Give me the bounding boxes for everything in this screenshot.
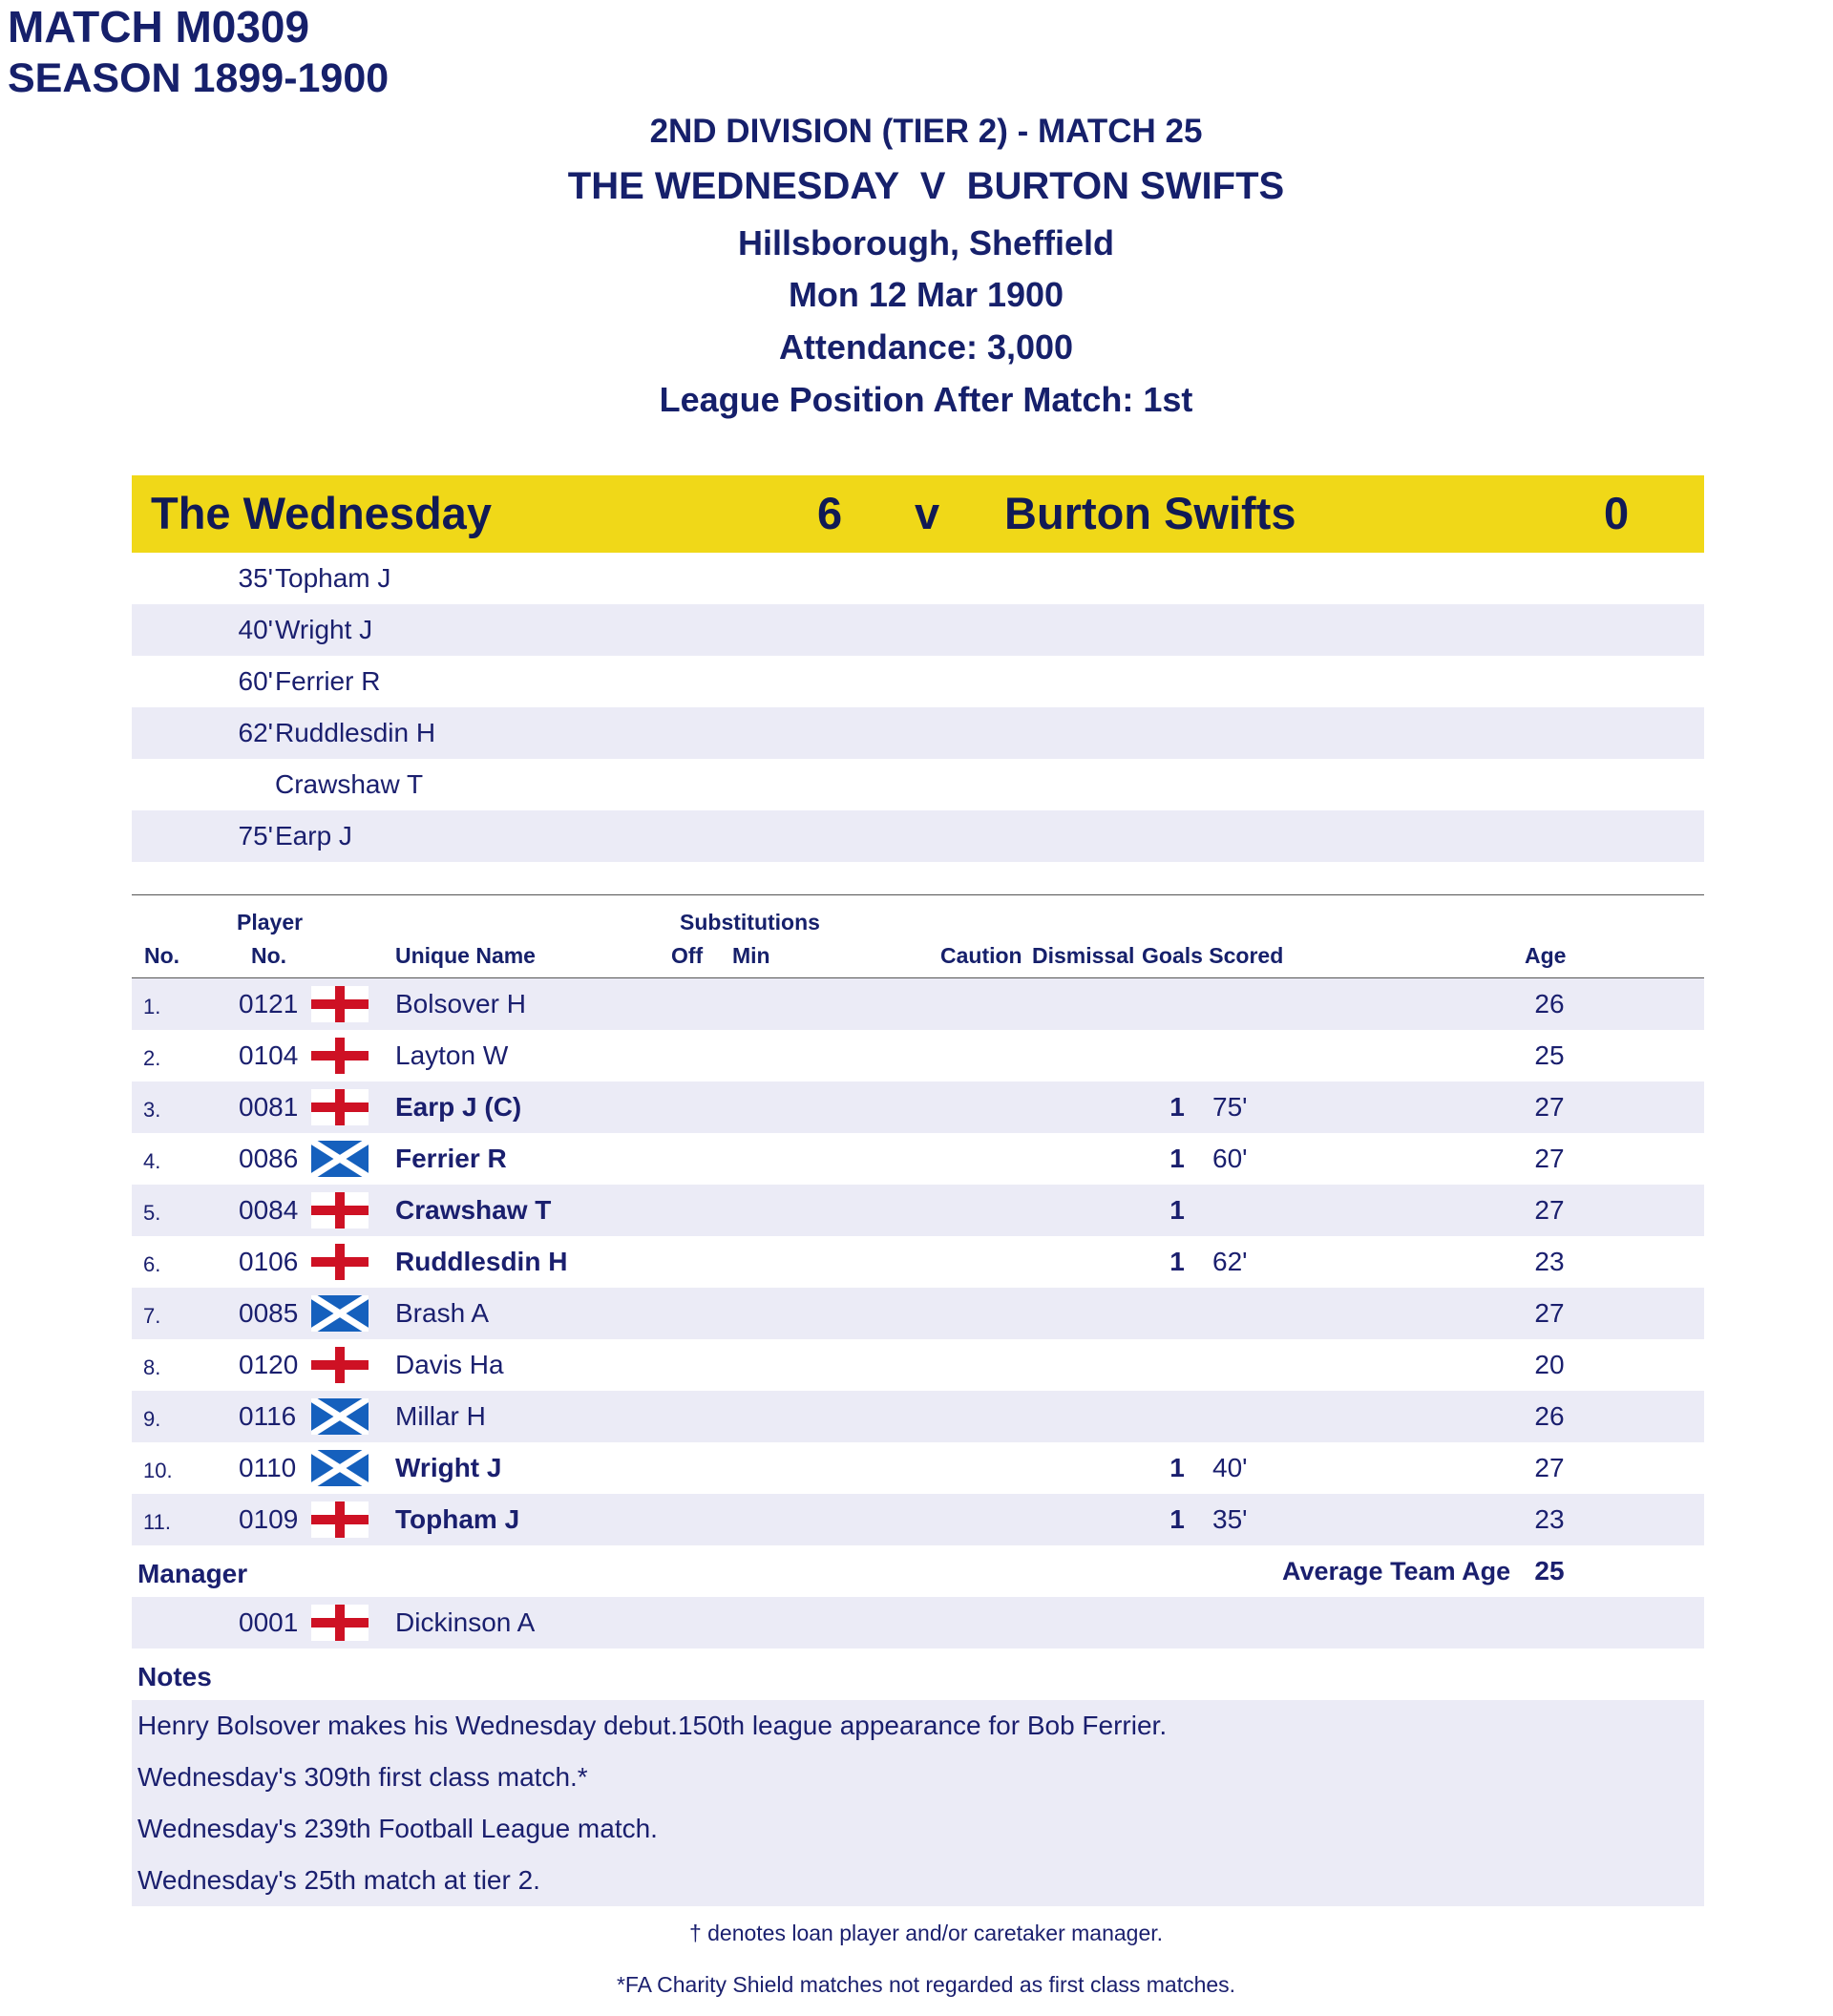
squad-number: 1. (143, 995, 161, 1018)
squad-number: 2. (143, 1046, 161, 1070)
scotland-flag-icon (311, 1295, 369, 1332)
squad-number: 8. (143, 1355, 161, 1379)
manager-header-row (132, 1545, 1704, 1597)
player-number: 0121 (239, 989, 299, 1018)
home-score: 6 (817, 488, 843, 538)
england-flag-icon (311, 1038, 369, 1074)
goalscorer-name: Wright J (275, 615, 373, 644)
scotland-flag-icon (311, 1450, 369, 1486)
player-name: Earp J (C) (395, 1092, 522, 1122)
goalscorer-row (132, 553, 1704, 604)
header-caution: Caution (940, 943, 1022, 968)
goals-count: 1 (1169, 1453, 1185, 1482)
manager-name: Dickinson A (395, 1607, 536, 1637)
header-substitutions: Substitutions (680, 910, 820, 934)
goal-minute: 62' (1212, 1247, 1248, 1276)
squad-number: 10. (143, 1459, 173, 1482)
player-age: 26 (1534, 1401, 1565, 1431)
player-row (132, 1185, 1704, 1236)
goal-minute: 62' (238, 718, 273, 747)
player-number: 0116 (239, 1401, 297, 1431)
england-flag-icon (311, 1502, 369, 1538)
player-age: 23 (1534, 1504, 1565, 1534)
player-number: 0085 (239, 1298, 299, 1328)
goals-count: 1 (1169, 1247, 1185, 1276)
player-row (132, 1236, 1704, 1288)
goal-minute: 40' (238, 615, 273, 644)
squad-number: 4. (143, 1149, 161, 1173)
squad-number: 5. (143, 1201, 161, 1225)
england-flag-icon (311, 1089, 369, 1125)
note-text: Wednesday's 25th match at tier 2. (137, 1865, 540, 1895)
player-name: Brash A (395, 1298, 490, 1328)
player-name: Davis Ha (395, 1350, 504, 1379)
away-score: 0 (1604, 488, 1630, 538)
england-flag-icon (311, 1347, 369, 1383)
england-flag-icon (311, 1244, 369, 1280)
squad-number: 6. (143, 1252, 161, 1276)
goal-minute: 75' (1212, 1092, 1248, 1122)
player-age: 26 (1534, 989, 1565, 1018)
scotland-flag-icon (311, 1141, 369, 1177)
divider (132, 894, 1704, 895)
goal-minute: 60' (1212, 1144, 1248, 1173)
player-age: 27 (1534, 1195, 1565, 1225)
player-number: 0106 (239, 1247, 299, 1276)
scotland-flag-icon (311, 1398, 369, 1435)
competition: 2ND DIVISION (TIER 2) - MATCH 25 (649, 113, 1203, 150)
player-name: Layton W (395, 1040, 509, 1070)
england-flag-icon (311, 1192, 369, 1228)
match-date: Mon 12 Mar 1900 (788, 275, 1064, 314)
away-team: Burton Swifts (1004, 488, 1296, 538)
goalscorer-row (132, 604, 1704, 656)
player-age: 27 (1534, 1092, 1565, 1122)
header-age: Age (1525, 943, 1567, 968)
header-unique-name: Unique Name (395, 943, 536, 968)
player-age: 27 (1534, 1144, 1565, 1173)
goalscorer-name: Ruddlesdin H (275, 718, 436, 747)
header-off: Off (671, 943, 704, 968)
versus-label: v (915, 488, 940, 538)
player-number: 0104 (239, 1040, 299, 1070)
note-text: Henry Bolsover makes his Wednesday debut.150th league appearance for Bob Ferrier. (137, 1711, 1168, 1740)
player-name: Ferrier R (395, 1144, 507, 1173)
goalscorer-row (132, 707, 1704, 759)
player-number: 0081 (239, 1092, 299, 1122)
match-id: MATCH M0309 (8, 2, 310, 52)
header-goals-scored: Goals Scored (1142, 943, 1284, 968)
player-age: 20 (1534, 1350, 1565, 1379)
goals-count: 1 (1169, 1504, 1185, 1534)
player-row (132, 1288, 1704, 1339)
player-age: 23 (1534, 1247, 1565, 1276)
note-row (132, 1803, 1704, 1855)
player-row (132, 1133, 1704, 1185)
player-age: 25 (1534, 1040, 1565, 1070)
player-number: 0120 (239, 1350, 299, 1379)
squad-number: 7. (143, 1304, 161, 1328)
player-row (132, 1442, 1704, 1494)
goal-minute: 35' (238, 563, 273, 593)
league-position: League Position After Match: 1st (659, 380, 1193, 419)
average-age-label: Average Team Age (1282, 1557, 1511, 1586)
player-number: 0110 (239, 1453, 297, 1482)
note-text: Wednesday's 239th Football League match. (137, 1814, 658, 1843)
goals-count: 1 (1169, 1195, 1185, 1225)
player-name: Wright J (395, 1453, 502, 1482)
goalscorer-name: Crawshaw T (275, 769, 424, 799)
goals-count: 1 (1169, 1144, 1185, 1173)
player-name: Topham J (395, 1504, 520, 1534)
note-row (132, 1700, 1704, 1752)
header-no: No. (144, 943, 180, 968)
player-row (132, 1082, 1704, 1133)
player-row (132, 978, 1704, 1030)
player-row (132, 1339, 1704, 1391)
venue: Hillsborough, Sheffield (738, 223, 1114, 262)
note-row (132, 1855, 1704, 1906)
player-row (132, 1030, 1704, 1082)
note-row (132, 1752, 1704, 1803)
player-name: Bolsover H (395, 989, 526, 1018)
fixture: THE WEDNESDAY V BURTON SWIFTS (567, 165, 1285, 207)
player-row (132, 1391, 1704, 1442)
goalscorer-row (132, 759, 1704, 810)
charity-footnote: *FA Charity Shield matches not regarded as first class matches. (616, 1972, 1236, 1997)
notes-label: Notes (137, 1662, 212, 1691)
squad-number: 9. (143, 1407, 161, 1431)
player-name: Crawshaw T (395, 1195, 552, 1225)
goal-minute: 60' (238, 666, 273, 696)
header-player: Player (237, 910, 304, 934)
attendance: Attendance: 3,000 (778, 327, 1074, 367)
goalscorer-name: Topham J (275, 563, 391, 593)
player-age: 27 (1534, 1298, 1565, 1328)
manager-row (132, 1597, 1704, 1648)
goalscorer-row (132, 656, 1704, 707)
goal-minute: 75' (238, 821, 273, 850)
goal-minute: 35' (1212, 1504, 1248, 1534)
player-number: 0086 (239, 1144, 299, 1173)
player-number: 0084 (239, 1195, 299, 1225)
player-name: Millar H (395, 1401, 486, 1431)
goalscorer-name: Earp J (275, 821, 352, 850)
goal-minute: 40' (1212, 1453, 1248, 1482)
note-text: Wednesday's 309th first class match.* (137, 1762, 588, 1792)
header-player-no: No. (251, 943, 287, 968)
england-flag-icon (311, 1605, 369, 1641)
goals-count: 1 (1169, 1092, 1185, 1122)
player-row (132, 1494, 1704, 1545)
england-flag-icon (311, 986, 369, 1022)
score-bar (132, 475, 1704, 553)
manager-label: Manager (137, 1559, 248, 1588)
home-team: The Wednesday (151, 488, 492, 538)
player-number: 0109 (239, 1504, 299, 1534)
squad-number: 11. (143, 1510, 171, 1534)
header-min: Min (732, 943, 770, 968)
player-name: Ruddlesdin H (395, 1247, 568, 1276)
notes-header-row (132, 1648, 1704, 1700)
season: SEASON 1899-1900 (8, 55, 390, 101)
average-age-value: 25 (1534, 1556, 1565, 1586)
squad-number: 3. (143, 1098, 161, 1122)
goalscorer-row (132, 810, 1704, 862)
goalscorer-name: Ferrier R (275, 666, 381, 696)
header-dismissal: Dismissal (1032, 943, 1135, 968)
loan-footnote: † denotes loan player and/or caretaker manager. (688, 1921, 1164, 1945)
manager-number: 0001 (239, 1607, 299, 1637)
player-age: 27 (1534, 1453, 1565, 1482)
